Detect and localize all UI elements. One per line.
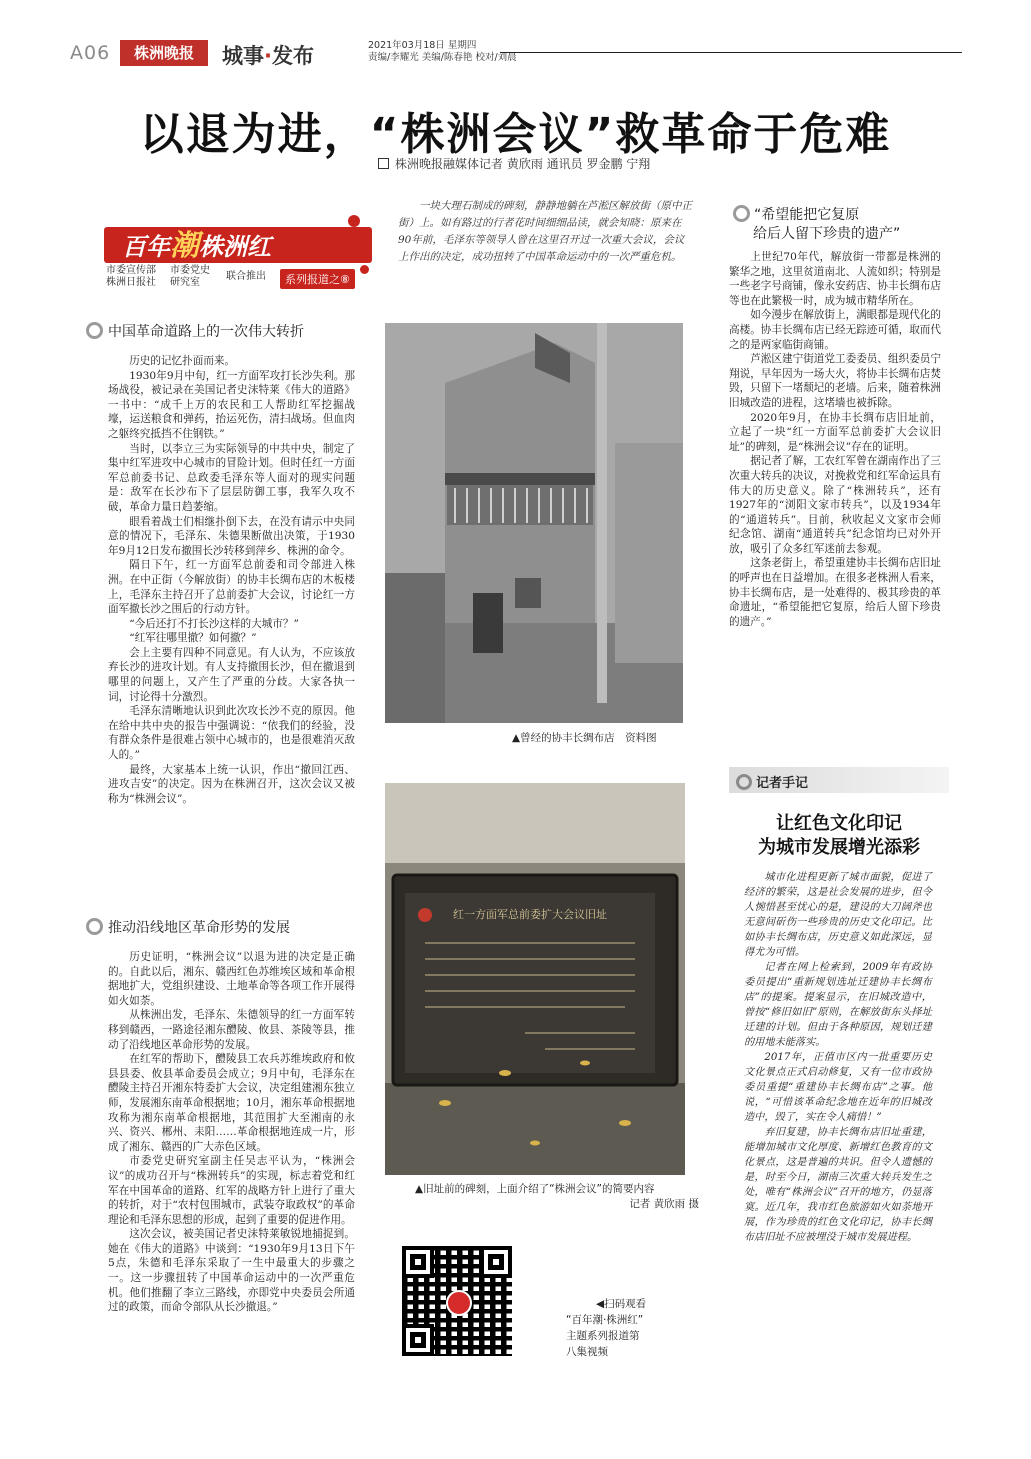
splash-drop-icon	[348, 215, 360, 227]
issue-meta	[368, 40, 517, 64]
joint-release: 联合推出	[226, 271, 266, 282]
paragraph: 历史证明，“株洲会议”以退为进的决定是正确的。自此以后，湘东、赣西红色苏维埃区域和革命根据地扩大，党组织建设、土地革命等各项工作开展得如火如荼。	[108, 951, 355, 1007]
paragraph: 在红军的帮助下，醴陵县工农兵苏维埃政府和攸县县委、攸县革命委员会成立；9月中旬，毛泽东在醴陵主持召开湘东特委扩大会议，决定组建湘东独立师，发展湘东南革命根据地；10月，湘东革命根据地攻称为湘东南革命根据地，其范围扩大至湘南的永兴、资兴、郴州、耒阳……革命根据地连成一片，形成了湘东、赣西的广大赤色区域。	[108, 1053, 355, 1153]
page-number: A06	[70, 42, 111, 64]
section1-head-text: 中国革命道路上的一次伟大转折	[108, 324, 304, 340]
paragraph: 2017年，正值市区内一批重要历史文化景点正式启动修复，又有一位市政协委员重提“重建协丰长绸布店”之事。他说，“可惜该革命纪念地在近年的旧城改造中，毁了，实在令人痛惜！”	[744, 1052, 932, 1123]
right-section-head	[733, 205, 900, 244]
paragraph: “今后还打不打长沙这样的大城市？”	[129, 617, 299, 630]
notes-label	[736, 772, 808, 791]
qr-code[interactable]	[402, 1246, 512, 1356]
notes-label-text: 记者手记	[756, 776, 809, 791]
paragraph: 历史的记忆扑面而来。	[129, 355, 236, 367]
paragraph: 这次会议，被美国记者史沫特莱敏锐地捕捉到。她在《伟大的道路》中谈到：“1930年9月13日下午5点，朱德和毛泽东采取了一生中最重大的步骤之一。这一步骤扭转了中国革命运动中的一次严重危机。他们推翻了李立三路线，亦即党中央委员会所通过的政策，而命令部队从长沙撤退。”	[108, 1228, 355, 1314]
notes-body	[744, 870, 932, 1245]
qr-caption-line2: “百年潮·株洲红”	[566, 1314, 644, 1326]
splash-drop-icon	[360, 265, 369, 274]
plaque-title: 红一方面军总前委扩大会议旧址	[453, 908, 607, 921]
paragraph: “红军往哪里撤？如何撤？”	[129, 632, 257, 645]
issue-editors: 责编/李耀光 美编/陈春艳 校对/刘晨	[368, 52, 517, 63]
intro-paragraph: 一块大理石制成的碑刻，静静地躺在芦淞区解放街（原中正街）上。如有路过的行者花时间细细品读，就会知晓：原来在90年前，毛泽东等领导人曾在这里召开过一次重大会议，会议上作出的决定，成功扭转了中国革命运动中的一次严重危机。	[398, 200, 692, 263]
issue-date: 2021年03月18日 星期四	[368, 40, 477, 51]
qr-finder-icon	[402, 1246, 434, 1278]
paragraph: 如今漫步在解放街上，满眼都是现代化的高楼。协丰长绸布店已经无踪迹可循，取而代之的是两家临街商铺。	[729, 309, 941, 351]
notes-title-line1: 让红色文化印记	[776, 813, 902, 834]
byline-text: 株洲晚报融媒体记者 黄欣雨 通讯员 罗金鹏 宁翔	[395, 157, 651, 171]
header-rule	[500, 52, 962, 53]
paragraph: 这条老街上，希望重建协丰长绸布店旧址的呼声也在日益增加。在很多老株洲人看来，协丰长绸布店，是一处难得的、极其珍贵的革命遗址，“希望能把它复原，给后人留下珍贵的遗产。”	[729, 557, 941, 628]
photo2-caption-line2: 记者 黄欣雨 摄	[629, 1198, 699, 1210]
byline-box-icon	[378, 158, 389, 169]
organizer-2-line1: 市委党史	[170, 265, 210, 276]
qr-finder-icon	[402, 1324, 434, 1356]
paragraph: 市委党史研究室副主任吴志平认为，“株洲会议”的成功召开与“株洲转兵”的实现，标志着党和红军在中国革命的道路、红军的战略方针上进行了重大的转折，对于“农村包围城市，武装夺取政权”的革命理论和毛泽东思想的形成，起到了重要的促进作用。	[108, 1155, 355, 1226]
photo2-caption-line1: ▲旧址前的碑刻，上面介绍了“株洲会议”的简要内容	[415, 1183, 655, 1195]
bullet-ring-icon	[733, 205, 750, 222]
paragraph: 眼看着战士们相继扑倒下去，在没有请示中央同意的情况下，毛泽东、朱德果断做出决策，于1930年9月12日发布撤围长沙转移到萍乡、株洲的命令。	[108, 515, 355, 557]
paragraph: 2020年9月，在协丰长绸布店旧址前，立起了一块“红一方面军总前委扩大会议旧址”的碑刻，是“株洲会议”存在的证明。	[729, 411, 941, 453]
paragraph: 弃旧复建，协丰长绸布店旧址重建，能增加城市文化厚度、新增红色教育的文化景点，这是普遍的共识。但令人遗憾的是，时至今日，湖南三次重大转兵发生之处，唯有“株洲会议”召开的地方，仍显落寞。近几年，我市红色旅游如火如荼地开展，作为珍贵的红色文化印记，协丰长绸布店旧址不应被埋没于城市发展进程。	[744, 1127, 932, 1243]
bullet-ring-icon	[736, 774, 752, 790]
section-separator: ·	[264, 44, 272, 68]
series-banner	[104, 213, 374, 289]
organizer-1-line2: 株洲日报社	[106, 277, 156, 288]
photo-memorial-plaque	[385, 783, 685, 1175]
newspaper-logo: 株洲晚报	[120, 40, 208, 66]
organizer-1	[106, 265, 156, 289]
series-title-c: 株洲红	[199, 233, 272, 261]
paragraph: 1930年9月中旬，红一方面军攻打长沙失利。那场战役，被记录在美国记者史沫特莱《伟大的道路》一书中：“成千上万的农民和工人帮助红军挖掘战壕，运送粮食和弹药，抬运死伤，清扫战场。但血肉之躯终究抵挡不住钢铁。”	[108, 369, 355, 440]
series-banner-title	[104, 227, 372, 263]
right-head-line1: “希望能把它复原	[754, 207, 860, 223]
paragraph: 隔日下午，红一方面军总前委和司令部进入株洲。在中正街（今解放街）的协丰长绸布店的木板楼上，毛泽东主持召开了总前委扩大会议，讨论红一方面军撤长沙之围后的行动方针。	[108, 559, 355, 616]
paragraph: 当时，以李立三为实际领导的中共中央，制定了集中红军进攻中心城市的冒险计划。但时任红一方面军总前委书记、总政委毛泽东等人面对的现实问题是：敌军在长沙布下了层层防御工事，我军久攻不破，革命力量日趋萎缩。	[108, 442, 355, 513]
qr-caption-line3: 主题系列报道第	[566, 1330, 640, 1342]
section2-head-text: 推动沿线地区革命形势的发展	[108, 920, 290, 936]
organizer-2-line2: 研究室	[170, 277, 200, 288]
notes-title	[729, 812, 949, 860]
section1-head	[86, 321, 304, 341]
paragraph: 城市化进程更新了城市面貌，促进了经济的繁荣，这是社会发展的进步，但令人惋惜甚至忧心的是，建设的大刀阔斧也无意间斫伤一些珍贵的历史文化印记。比如协丰长绸布店，历史意义如此深远，显得尤为可惜。	[744, 872, 932, 958]
qr-finder-icon	[480, 1246, 512, 1278]
paragraph: 记者在网上检索到，2009年有政协委员提出“重新规划选址迁建协丰长绸布店”的提案。提案显示，在旧城改造中，曾按“修旧如旧”原则，在解放街东头择址迁建的计划。但由于各种原因，规划迁建的用地未能落实。	[744, 962, 932, 1048]
notes-title-line2: 为城市发展增光添彩	[758, 837, 920, 858]
paragraph: 从株洲出发，毛泽东、朱德领导的红一方面军转移到赣西，一路途径湘东醴陵、攸县、茶陵等县，推动了沿线地区革命形势的发展。	[108, 1009, 355, 1051]
qr-caption-line4: 八集视频	[566, 1346, 608, 1358]
paragraph: 上世纪70年代，解放街一带都是株洲的繁华之地，这里贫道南北、人流如织；特别是一些老字号商铺，像永安药店、协丰长绸布店等也在此繁极一时，成为城市精华所在。	[729, 251, 941, 307]
bullet-ring-icon	[86, 918, 103, 935]
byline	[378, 155, 650, 172]
headline: 以退为进，“株洲会议”救革命于危难	[139, 109, 892, 160]
paragraph: 毛泽东清晰地认识到此次攻长沙不克的原因。他在给中共中央的报告中强调说：“依我们的经验，没有群众条件是很难占领中心城市的，也是很难消灭敌人的。”	[108, 705, 355, 762]
play-logo-icon	[446, 1290, 472, 1316]
qr-caption	[566, 1296, 646, 1360]
paragraph: 芦淞区建宁街道党工委委员、组织委员宁翔说，早年因为一场大火，将协丰长绸布店焚毁，只留下一堵颓圮的老墙。后来，随着株洲旧城改造的进程，这堵墙也被拆除。	[729, 353, 941, 409]
right-head-line2: 给后人留下珍贵的遗产”	[753, 226, 901, 242]
section-name	[222, 40, 314, 70]
organizer-2	[170, 265, 210, 289]
section2-body	[108, 950, 355, 1315]
photo2-caption	[415, 1182, 715, 1212]
organizer-1-line1: 市委宣传部	[106, 265, 156, 276]
paragraph: 最终，大家基本上统一认识，作出“撤回江西、进攻吉安”的决定。因为在株洲召开，这次会议又被称为“株洲会议”。	[108, 763, 355, 805]
photo-old-shop	[385, 323, 683, 723]
right-section-body	[729, 250, 941, 629]
series-number-tag: 系列报道之⑧	[280, 269, 355, 289]
bullet-ring-icon	[86, 322, 103, 339]
qr-caption-line1: ◀扫码观看	[596, 1298, 647, 1310]
paragraph: 会上主要有四种不同意见。有人认为，不应该放弃长沙的进攻计划。有人支持撤围长沙，但在撤退到哪里的问题上，又产生了严重的分歧。大家各执一词，讨论得十分激烈。	[108, 646, 355, 703]
paragraph: 据记者了解，工农红军曾在湖南作出了三次重大转兵的决议，对挽救党和红军命运具有伟大的历史意义。除了“株洲转兵”，还有1927年的“浏阳文家市转兵”，以及1934年的“通道转兵”。目前，秋收起义文家市会师纪念馆、湖南“通道转兵”纪念馆均已对外开放，吸引了众多红军迷前去参观。	[729, 455, 941, 555]
section-name-a: 城事	[222, 44, 264, 68]
section1-body	[108, 354, 355, 806]
old-shop-illustration	[385, 323, 683, 723]
series-title-b: 潮	[170, 228, 200, 262]
plaque-illustration	[385, 783, 685, 1175]
photo1-caption: ▲曾经的协丰长绸布店 资料图	[512, 732, 657, 744]
section-name-b: 发布	[271, 44, 314, 68]
section2-head	[86, 917, 290, 937]
series-title-a: 百年	[122, 233, 170, 261]
